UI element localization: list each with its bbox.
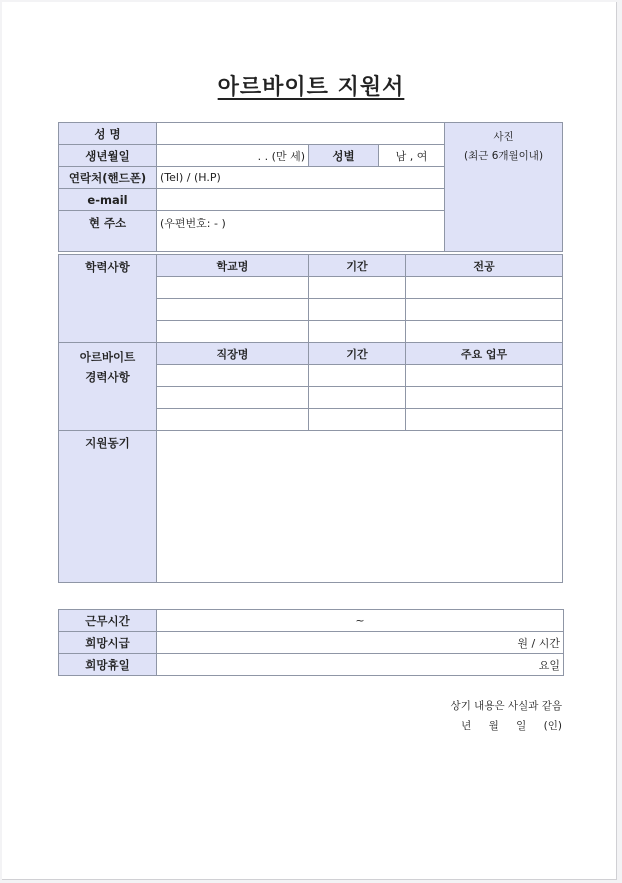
career-cell[interactable] (309, 365, 406, 387)
hours-label: 근무시간 (59, 610, 157, 632)
name-label: 성 명 (59, 123, 157, 145)
career-cell[interactable] (406, 365, 563, 387)
photo-note: (최근 6개월이내) (463, 150, 544, 162)
date-day: 일 (516, 720, 527, 732)
wage-field[interactable]: 원 / 시간 (157, 632, 564, 654)
wage-label: 희망시급 (59, 632, 157, 654)
gender-label: 성별 (309, 145, 379, 167)
education-col-major: 전공 (406, 255, 563, 277)
education-col-period: 기간 (309, 255, 406, 277)
education-cell[interactable] (406, 299, 563, 321)
career-cell[interactable] (406, 387, 563, 409)
education-col-school: 학교명 (157, 255, 309, 277)
date-year: 년 (461, 720, 472, 732)
history-table (58, 254, 563, 583)
career-cell[interactable] (406, 409, 563, 431)
seal-mark: (인) (543, 720, 562, 732)
dayoff-label: 희망휴일 (59, 654, 157, 676)
hours-field[interactable]: ~ (157, 610, 564, 632)
birth-field[interactable]: . . (만 세) (157, 145, 309, 167)
career-cell[interactable] (309, 409, 406, 431)
career-col-workplace: 직장명 (157, 343, 309, 365)
work-conditions-table (58, 609, 564, 676)
education-cell[interactable] (157, 299, 309, 321)
education-label: 학력사항 (59, 255, 157, 343)
photo-label: 사진 (493, 131, 514, 143)
signature-date (447, 718, 562, 733)
name-field[interactable] (157, 123, 445, 145)
education-cell[interactable] (406, 277, 563, 299)
career-cell[interactable] (309, 387, 406, 409)
education-cell[interactable] (309, 321, 406, 343)
statement-text: 상기 내용은 사실과 같음 (450, 700, 562, 712)
career-col-duty: 주요 업무 (406, 343, 563, 365)
education-cell[interactable] (157, 277, 309, 299)
dayoff-field[interactable]: 요일 (157, 654, 564, 676)
career-label-line1: 아르바이트 (79, 350, 136, 364)
career-label (59, 343, 157, 431)
contact-label: 연락처(핸드폰) (59, 167, 157, 189)
personal-info-table (58, 122, 563, 252)
career-cell[interactable] (157, 365, 309, 387)
education-cell[interactable] (309, 299, 406, 321)
date-month: 월 (488, 720, 499, 732)
education-cell[interactable] (406, 321, 563, 343)
email-field[interactable] (157, 189, 445, 211)
birth-label: 생년월일 (59, 145, 157, 167)
address-label: 현 주소 (59, 211, 157, 252)
photo-box[interactable] (445, 123, 563, 252)
career-cell[interactable] (157, 387, 309, 409)
email-label: e-mail (59, 189, 157, 211)
career-label-line2: 경력사항 (85, 370, 130, 384)
career-cell[interactable] (157, 409, 309, 431)
page-title: 아르바이트 지원서 (217, 75, 405, 100)
education-cell[interactable] (157, 321, 309, 343)
contact-field[interactable]: (Tel) / (H.P) (157, 167, 445, 189)
motivation-field[interactable] (157, 431, 563, 583)
career-col-period: 기간 (309, 343, 406, 365)
motivation-label: 지원동기 (59, 431, 157, 583)
gender-field[interactable]: 남 , 여 (379, 145, 445, 167)
address-field[interactable]: (우편번호: - ) (157, 211, 445, 252)
education-cell[interactable] (309, 277, 406, 299)
